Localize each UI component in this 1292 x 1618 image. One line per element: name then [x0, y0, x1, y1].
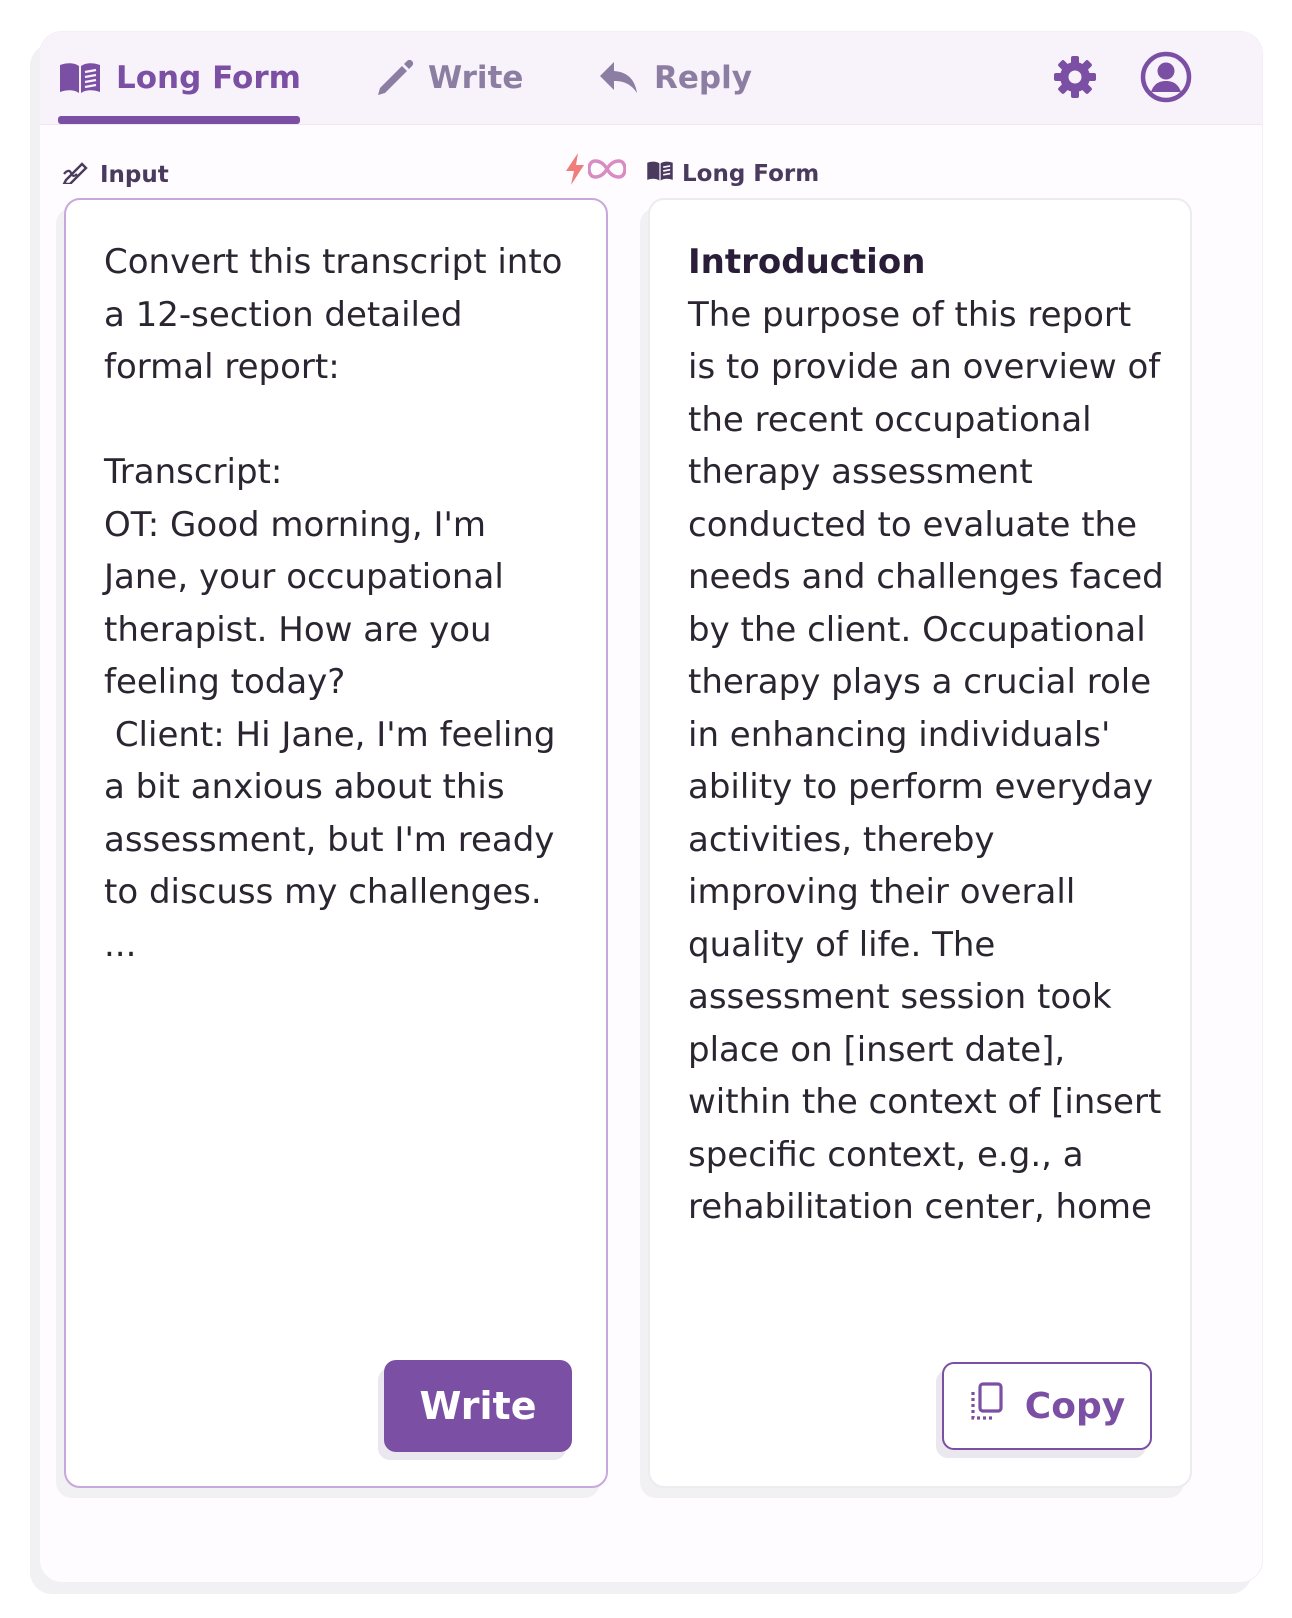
tab-reply-label: Reply: [654, 60, 752, 96]
tab-reply[interactable]: [598, 32, 752, 124]
account-button[interactable]: [1139, 52, 1193, 106]
output-text: [688, 236, 1166, 1234]
infinity-icon: [588, 158, 626, 184]
app-card: [40, 32, 1262, 1582]
gear-icon: [1052, 54, 1098, 104]
write-button[interactable]: Write: [384, 1360, 572, 1452]
output-panel-label: [646, 160, 819, 188]
output-body: The purpose of this report is to provide an overview of the recent occupational therapy assessment conducted to evaluate the needs and challenges faced by the client. Occupational therapy plays a crucial role in enhancing individuals' ability to perform everyday activities, thereby improving their overall quality of life. The assessment session took place on [insert date], within the context of [insert specific context, e.g., a rehabilitation center, home: [688, 294, 1164, 1227]
input-textarea[interactable]: Convert this transcript into a 12-section detailed formal report: Transcript: OT: Good morning, I'm Jane, your occupational therapist. How are you feeling today? Client: Hi Jane, I'm feeling a bit anxious about this assessment, but I'm ready to discuss my challenges. ...: [104, 242, 563, 965]
top-navigation-bar: [40, 32, 1262, 125]
input-label-text: Input: [100, 162, 169, 188]
active-tab-indicator: [58, 116, 300, 124]
tab-long-form-label: Long Form: [116, 60, 301, 96]
user-circle-icon: [1140, 51, 1192, 107]
reply-icon: [598, 60, 640, 96]
output-heading: Introduction: [688, 242, 926, 282]
book-open-icon: [58, 61, 102, 95]
input-panel-label: [62, 160, 169, 190]
output-label-text: Long Form: [682, 161, 820, 187]
copy-button-label: Copy: [1024, 1385, 1126, 1427]
tab-write[interactable]: [374, 32, 523, 124]
lightning-icon: [564, 152, 586, 190]
copy-icon: [969, 1382, 1005, 1431]
input-panel: [64, 198, 608, 1488]
writing-hand-icon: [62, 160, 92, 190]
tab-long-form[interactable]: [58, 32, 301, 124]
tab-write-label: Write: [428, 60, 524, 96]
copy-button[interactable]: [942, 1362, 1152, 1450]
pencil-icon: [374, 58, 414, 98]
credits-indicator: [564, 152, 626, 190]
book-open-icon: [646, 160, 674, 188]
output-panel: [648, 198, 1192, 1488]
settings-button[interactable]: [1048, 52, 1102, 106]
